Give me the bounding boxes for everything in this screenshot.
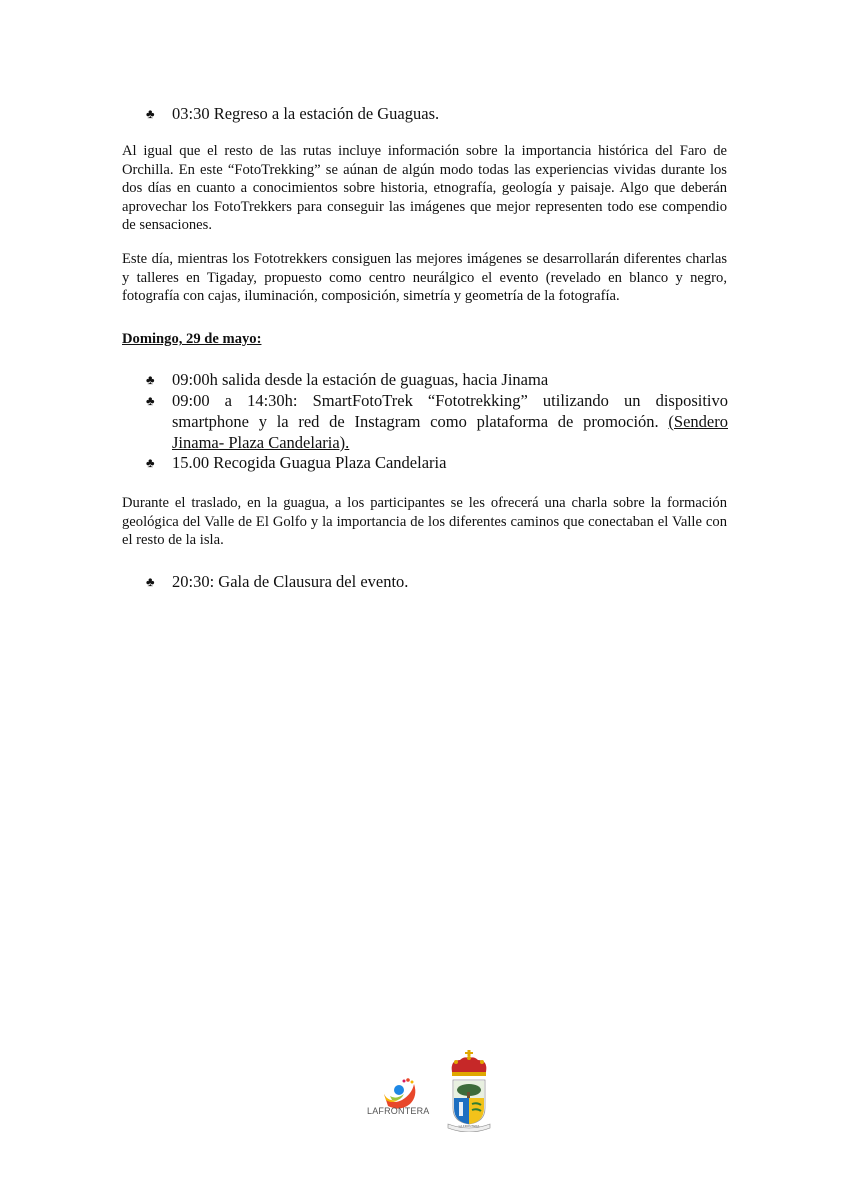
bullet-text: 15.00 Recogida Guagua Plaza Candelaria <box>172 453 447 472</box>
bullet-text: 09:00 a 14:30h: SmartFotoTrek “Fototrekking” utilizando un dispositivo smartphone y la red de Instagram como plataforma de promoción. <box>172 391 728 431</box>
bullet-item-regreso <box>146 103 439 125</box>
sunday-item-1 <box>146 369 728 391</box>
coat-of-arms-icon <box>446 1050 492 1132</box>
paragraph-traslado: Durante el traslado, en la guagua, a los participantes se les ofrecerá una charla sobre la formación geológica del Valle de El Golfo y la importancia de los diferentes caminos que conectaban el Valle con el resto de la isla. <box>122 495 727 548</box>
municipal-coat-of-arms <box>446 1050 492 1132</box>
club-bullet-icon: ♣ <box>146 372 155 387</box>
bullet-item-gala <box>146 571 408 593</box>
club-bullet-icon: ♣ <box>146 106 155 121</box>
route-link-text: (Sendero Jinama- Plaza Candelaria). <box>172 412 728 452</box>
club-bullet-icon: ♣ <box>146 393 155 408</box>
paragraph-faro-orchilla: Al igual que el resto de las rutas incluye información sobre la importancia histórica del Faro de Orchilla. En este “FotoTrekking” se aúnan de algún modo todas las experiencias vividas durante los dos días en cuanto a conocimientos sobre historia, etnografía, geología y paisaje. Algo que deberán aprovechar los FotoTrekkers para conseguir las imágenes que mejor representen todo ese compendio de sensaciones. <box>122 143 727 233</box>
crest-ribbon-text: LA FRONTERA <box>458 1124 480 1128</box>
section-heading-domingo <box>122 330 727 348</box>
sunday-item-2 <box>146 390 728 453</box>
bullet-text: 09:00h salida desde la estación de guaguas, hacia Jinama <box>172 370 549 389</box>
la-frontera-logo <box>366 1076 438 1118</box>
club-bullet-icon: ♣ <box>146 455 155 470</box>
heading-text: Domingo, 29 de mayo: <box>122 331 262 347</box>
bullet-text: 20:30: Gala de Clausura del evento. <box>172 572 409 591</box>
bullet-text-container <box>172 390 728 453</box>
club-bullet-icon: ♣ <box>146 574 155 589</box>
la-frontera-logo-text: LAFRONTERA <box>367 1106 430 1116</box>
paragraph-talleres-tigaday: Este día, mientras los Fototrekkers consiguen las mejores imágenes se desarrollarán diferentes charlas y talleres en Tigaday, propuesto como centro neurálgico el evento (revelado en blanco y negro, fotografía con cajas, iluminación, composición, simetría y geometría de la fotografía. <box>122 251 727 304</box>
sunday-item-3 <box>146 452 728 474</box>
bullet-text: 03:30 Regreso a la estación de Guaguas. <box>172 104 440 123</box>
